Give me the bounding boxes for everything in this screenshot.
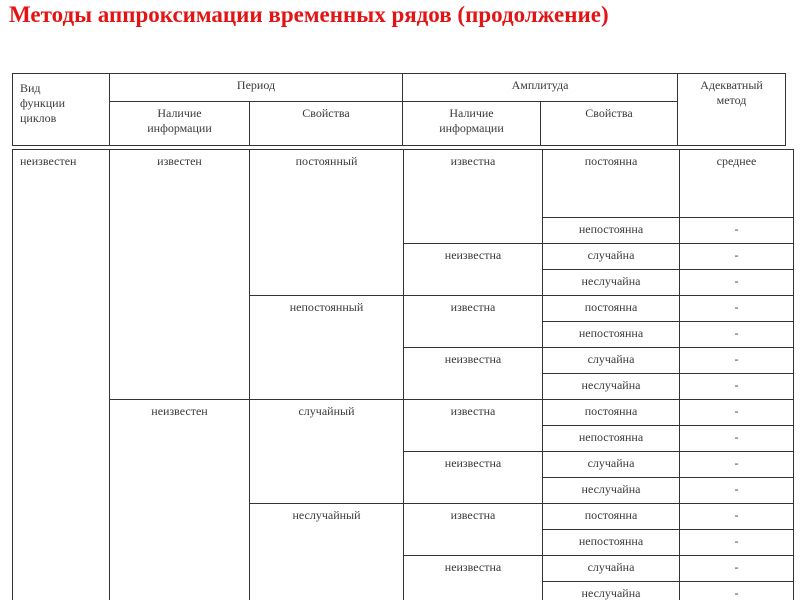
cell-amplitude-props: случайна bbox=[543, 244, 680, 270]
header-method-line2: метод bbox=[716, 93, 747, 107]
cell-amplitude-props: постоянна bbox=[543, 504, 680, 530]
cell-method: среднее bbox=[680, 150, 794, 218]
cell-amplitude-info: неизвестна bbox=[404, 244, 543, 296]
header-amplitude: Амплитуда bbox=[403, 74, 678, 102]
cell-amplitude-props: постоянна bbox=[543, 400, 680, 426]
cell-amplitude-props: случайна bbox=[543, 452, 680, 478]
cell-method: - bbox=[680, 296, 794, 322]
cell-amplitude-props: непостоянна bbox=[543, 218, 680, 244]
header-period-props: Свойства bbox=[250, 102, 403, 146]
cell-amplitude-props: неслучайна bbox=[543, 478, 680, 504]
header-amplitude-info-line2: информации bbox=[439, 121, 504, 135]
header-table bbox=[12, 73, 786, 146]
cell-method: - bbox=[680, 270, 794, 296]
cell-method: - bbox=[680, 426, 794, 452]
cell-amplitude-props: постоянна bbox=[543, 150, 680, 218]
cell-amplitude-props: непостоянна bbox=[543, 530, 680, 556]
table-row bbox=[13, 400, 794, 426]
cell-method: - bbox=[680, 504, 794, 530]
cell-period-info: известен bbox=[110, 150, 250, 400]
header-vid-cell bbox=[13, 74, 110, 146]
cell-amplitude-info: неизвестна bbox=[404, 348, 543, 400]
cell-amplitude-props: неслучайна bbox=[543, 270, 680, 296]
header-period: Период bbox=[110, 74, 403, 102]
cell-amplitude-props: неслучайна bbox=[543, 374, 680, 400]
cell-amplitude-info: известна bbox=[404, 504, 543, 556]
header-amplitude-info-line1: Наличие bbox=[449, 106, 494, 120]
header-period-info-line1: Наличие bbox=[157, 106, 202, 120]
header-method-line1: Адекватный bbox=[700, 78, 763, 92]
cell-period-props: неслучайный bbox=[250, 504, 404, 600]
cell-method: - bbox=[680, 400, 794, 426]
cell-amplitude-props: непостоянна bbox=[543, 322, 680, 348]
cell-period-props: случайный bbox=[250, 400, 404, 504]
cell-amplitude-props: случайна bbox=[543, 556, 680, 582]
header-period-info-line2: информации bbox=[147, 121, 212, 135]
table-row bbox=[13, 150, 794, 218]
header-vid-line3: циклов bbox=[20, 111, 57, 125]
cell-amplitude-props: постоянна bbox=[543, 296, 680, 322]
cell-method: - bbox=[680, 478, 794, 504]
cell-vid: неизвестен bbox=[13, 150, 110, 600]
cell-method: - bbox=[680, 244, 794, 270]
cell-method: - bbox=[680, 374, 794, 400]
cell-method: - bbox=[680, 582, 794, 600]
cell-amplitude-info: неизвестна bbox=[404, 452, 543, 504]
cell-amplitude-props: непостоянна bbox=[543, 426, 680, 452]
header-period-info bbox=[110, 102, 250, 146]
cell-period-props: постоянный bbox=[250, 150, 404, 296]
header-method-cell bbox=[678, 74, 786, 146]
cell-period-info: неизвестен bbox=[110, 400, 250, 600]
cell-method: - bbox=[680, 556, 794, 582]
cell-amplitude-props: случайна bbox=[543, 348, 680, 374]
slide-title: Методы аппроксимации временных рядов (продолжение) bbox=[9, 2, 609, 27]
cell-method: - bbox=[680, 218, 794, 244]
cell-amplitude-props: неслучайна bbox=[543, 582, 680, 600]
header-amplitude-props: Свойства bbox=[541, 102, 678, 146]
data-table bbox=[12, 149, 794, 600]
cell-method: - bbox=[680, 348, 794, 374]
header-vid-line2: функции bbox=[20, 96, 65, 110]
cell-amplitude-info: известна bbox=[404, 150, 543, 244]
cell-period-props: непостоянный bbox=[250, 296, 404, 400]
cell-method: - bbox=[680, 452, 794, 478]
cell-method: - bbox=[680, 322, 794, 348]
cell-amplitude-info: известна bbox=[404, 296, 543, 348]
cell-method: - bbox=[680, 530, 794, 556]
cell-amplitude-info: известна bbox=[404, 400, 543, 452]
header-amplitude-info bbox=[403, 102, 541, 146]
data-table-body bbox=[13, 150, 794, 600]
cell-amplitude-info: неизвестна bbox=[404, 556, 543, 600]
header-vid-line1: Вид bbox=[20, 81, 41, 95]
